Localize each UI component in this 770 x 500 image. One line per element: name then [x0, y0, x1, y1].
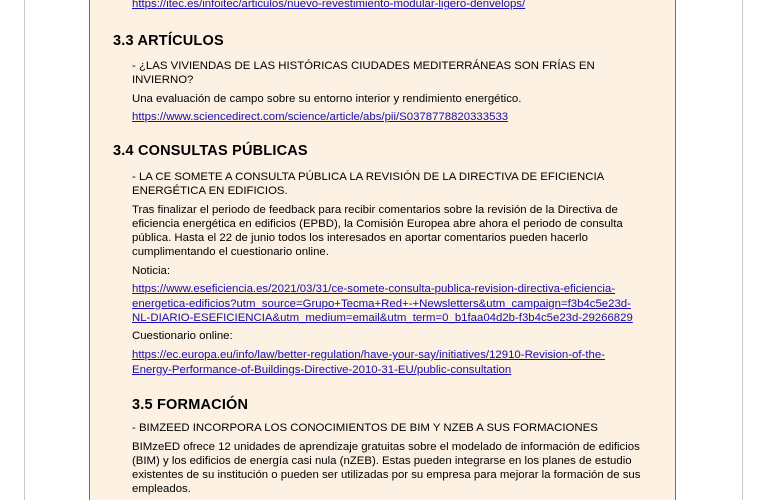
- consultation-title: - LA CE SOMETE A CONSULTA PÚBLICA LA REVISIÓN DE LA DIRECTIVA DE EFICIENCIA ENERGÉTICA EN EDIFICIOS.: [132, 171, 605, 197]
- page-margin-line-left: [24, 0, 25, 500]
- itec-article-link[interactable]: https://itec.es/infoitec/articulos/nuevo-revestimiento-modular-ligero-denvelops/: [132, 0, 526, 10]
- ec-europa-consultation-link[interactable]: https://ec.europa.eu/info/law/better-regulation/have-your-say/initiatives/12910-Revision-of-the- Energy-Performance-of-Buildings-Directive-2010-31-EU/public-consultation: [132, 349, 605, 376]
- section-heading-articulos: 3.3 ARTÍCULOS: [113, 33, 224, 49]
- document-page: [89, 0, 676, 500]
- eseficiencia-link[interactable]: https://www.eseficiencia.es/2021/03/31/ce-somete-consulta-publica-revision-directiva-eficiencia- energetica-edificios?utm_source=Grupo+Tecma+Red+-+Newsletters&utm_campaign=f3b4c5e23d- NL-DIARIO-ESEFICIENCIA&utm_medium=email&utm_term=0_b1faa04d2b-f3b4c5e23d-29266829: [132, 283, 633, 324]
- page-margin-line-right: [742, 0, 743, 500]
- section-heading-formacion: 3.5 FORMACIÓN: [132, 397, 249, 413]
- article-title: - ¿LAS VIVIENDAS DE LAS HISTÓRICAS CIUDADES MEDITERRÁNEAS SON FRÍAS EN INVIERNO?: [132, 60, 595, 86]
- questionnaire-label: Cuestionario online:: [132, 330, 233, 342]
- noticia-label: Noticia:: [132, 265, 170, 277]
- training-title: - BIMZEED INCORPORA LOS CONOCIMIENTOS DE BIM Y NZEB A SUS FORMACIONES: [132, 422, 598, 434]
- training-body: BIMzeED ofrece 12 unidades de aprendizaje gratuitas sobre el modelado de información de edificios (BIM) y los edificios de energía casi nula (nZEB). Estas pueden integrarse en los planes de estudio existentes de su institución o pueden ser utilizadas por su empresa para mejorar la formación de sus empleados.: [132, 441, 641, 495]
- consultation-body: Tras finalizar el periodo de feedback para recibir comentarios sobre la revisión de la Directiva de eficiencia energética en edificios (EPBD), la Comisión Europea abre ahora el periodo de consulta pública. Hasta el 22 de junio todos los interesados en aportar comentarios pueden hacerlo cumplimentando el cuestionario online.: [132, 204, 623, 258]
- sciencedirect-link[interactable]: https://www.sciencedirect.com/science/article/abs/pii/S0378778820333533: [132, 111, 509, 123]
- article-summary: Una evaluación de campo sobre su entorno interior y rendimiento energético.: [132, 93, 522, 105]
- section-heading-consultas: 3.4 CONSULTAS PÚBLICAS: [113, 143, 308, 159]
